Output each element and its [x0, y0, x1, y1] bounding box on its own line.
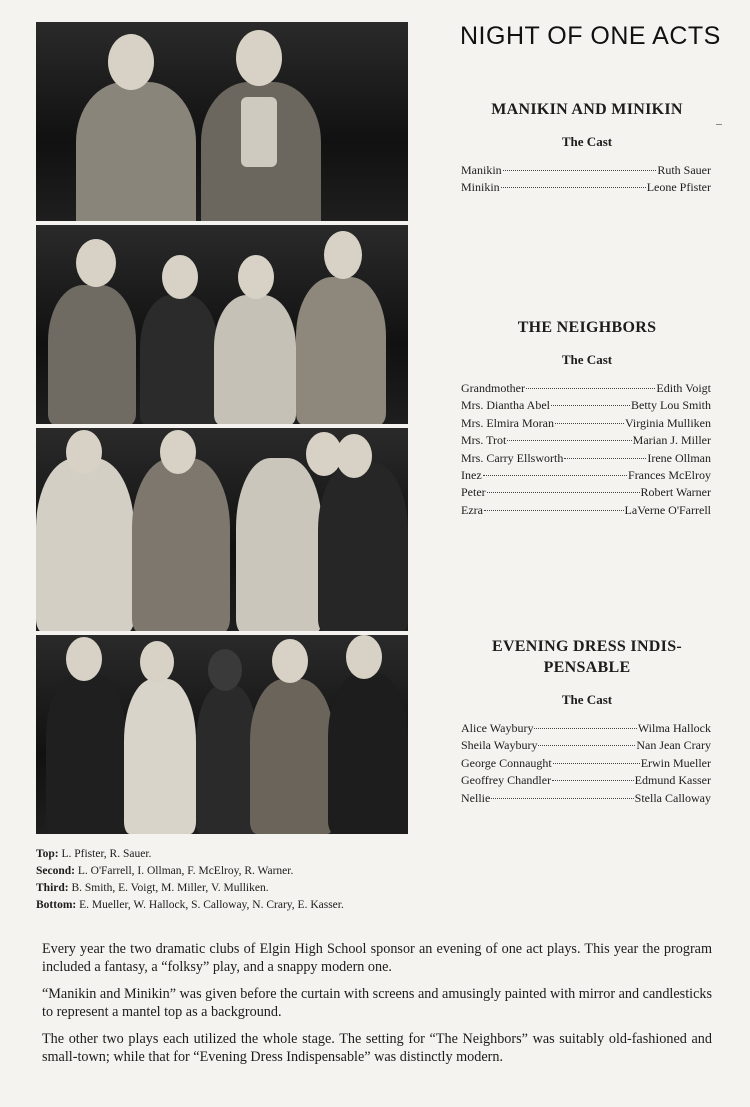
cast-actor: Erwin Mueller	[640, 755, 711, 770]
cast-role: George Connaught	[461, 755, 552, 770]
cast-row	[461, 720, 711, 737]
photo-bottom	[36, 635, 408, 834]
cast-actor: Virginia Mulliken	[624, 415, 711, 430]
leader-dots	[503, 170, 657, 171]
cast-list-evening-dress	[461, 720, 711, 807]
figure-head	[324, 231, 362, 279]
figure	[196, 685, 258, 834]
cast-row	[461, 380, 711, 397]
figure	[76, 82, 196, 221]
cast-row	[461, 450, 711, 467]
figure-head	[336, 434, 372, 478]
photo-captions	[36, 846, 416, 914]
cast-role: Mrs. Elmira Moran	[461, 415, 554, 430]
photo-second	[36, 225, 408, 424]
figure	[214, 295, 296, 424]
figure	[124, 679, 196, 834]
cast-row	[461, 502, 711, 519]
cast-row	[461, 737, 711, 754]
caption-text: E. Mueller, W. Hallock, S. Calloway, N. Crary, E. Kasser.	[79, 899, 344, 911]
caption-text: B. Smith, E. Voigt, M. Miller, V. Mulliken.	[71, 882, 269, 894]
cast-actor: Stella Calloway	[634, 790, 711, 805]
figure-head	[66, 430, 102, 474]
leader-dots	[538, 745, 635, 746]
photo-column	[36, 22, 408, 834]
play-title: MANIKIN AND MINIKIN	[491, 101, 683, 118]
caption-line	[36, 846, 416, 863]
cast-row	[461, 415, 711, 432]
figure-head	[140, 641, 174, 683]
leader-dots	[526, 388, 655, 389]
play-title: THE NEIGHBORS	[517, 319, 657, 336]
cast-row	[461, 467, 711, 484]
photo-top	[36, 22, 408, 221]
cast-role: Ezra	[461, 502, 483, 517]
figure	[140, 295, 218, 424]
cast-actor: Betty Lou Smith	[630, 398, 711, 413]
cast-actor: Robert Warner	[640, 485, 711, 500]
figure-head	[236, 30, 282, 86]
figure	[46, 673, 126, 834]
leader-dots	[564, 458, 646, 459]
figure-head	[272, 639, 308, 683]
cast-actor: Edith Voigt	[656, 381, 711, 395]
figure	[132, 458, 230, 631]
cast-role: Manikin	[461, 163, 502, 177]
cast-role: Sheila Waybury	[461, 738, 538, 753]
page-title: NIGHT OF ONE ACTS	[460, 22, 721, 50]
cast-role: Inez	[461, 468, 482, 483]
play-title-line1: EVENING DRESS INDIS-	[491, 638, 683, 655]
figure-head	[66, 637, 102, 681]
leader-dots	[491, 798, 633, 799]
cast-list-neighbors	[461, 380, 711, 519]
caption-text: L. O'Farrell, I. Ollman, F. McElroy, R. Warner.	[77, 865, 294, 877]
caption-line	[36, 880, 416, 897]
figure-head	[238, 255, 274, 299]
cast-actor: Edmund Kasser	[634, 773, 711, 788]
caption-text: L. Pfister, R. Sauer.	[61, 848, 152, 860]
cast-row	[461, 755, 711, 772]
figure-head	[108, 34, 154, 90]
cast-row	[461, 432, 711, 449]
figure	[250, 679, 334, 834]
cast-actor: Frances McElroy	[628, 468, 711, 483]
cast-actor: Marian J. Miller	[632, 433, 711, 448]
figure-head	[160, 430, 196, 474]
paragraph: Every year the two dramatic clubs of Elgin High School sponsor an evening of one act plays. This year the program included a fantasy, a “folksy” play, and a snappy modern one.	[42, 941, 712, 975]
caption-label: Third:	[36, 882, 69, 894]
cast-row	[461, 484, 711, 501]
leader-dots	[501, 187, 646, 188]
figure-head	[162, 255, 198, 299]
figure	[36, 458, 134, 631]
leader-dots	[534, 728, 636, 729]
cast-role: Geoffrey Chandler	[461, 773, 552, 788]
leader-dots	[507, 440, 631, 441]
caption-line	[36, 897, 416, 914]
cast-actor: Wilma Hallock	[637, 721, 711, 735]
play-manikin-and-minikin	[452, 99, 722, 150]
cast-role: Nellie	[461, 790, 491, 805]
cast-row	[461, 179, 711, 196]
cast-row	[461, 772, 711, 789]
cast-actor: Nan Jean Crary	[636, 738, 711, 753]
caption-label: Top:	[36, 848, 59, 860]
cast-heading: The Cast	[561, 692, 613, 707]
figure	[236, 458, 322, 631]
leader-dots	[487, 492, 640, 493]
play-title-line2: PENSABLE	[543, 659, 631, 676]
figure-head	[208, 649, 242, 691]
cast-role: Mrs. Diantha Abel	[461, 398, 550, 413]
figure	[328, 673, 408, 834]
cast-actor: LaVerne O'Farrell	[624, 502, 711, 517]
caption-line	[36, 863, 416, 880]
figure-head	[346, 635, 382, 679]
play-the-neighbors	[452, 317, 722, 368]
leader-dots	[553, 763, 640, 764]
leader-dots	[551, 405, 630, 406]
leader-dots	[483, 475, 627, 476]
cast-row	[461, 397, 711, 414]
cast-role: Alice Waybury	[461, 721, 534, 735]
cast-role: Peter	[461, 485, 486, 500]
figure-head	[76, 239, 116, 287]
cast-actor: Ruth Sauer	[657, 163, 711, 177]
leader-dots	[555, 423, 624, 424]
figure	[48, 285, 136, 424]
leader-dots	[484, 510, 624, 511]
cast-row	[461, 790, 711, 807]
caption-label: Second:	[36, 865, 75, 877]
figure	[318, 462, 408, 631]
paragraph: The other two plays each utilized the whole stage. The setting for “The Neighbors” was suitably old-fashioned and small-town; while that for “Evening Dress Indispensable” was distinctly modern.	[42, 1031, 712, 1065]
cast-heading: The Cast	[561, 352, 613, 367]
cast-role: Mrs. Trot	[461, 433, 507, 448]
cast-role: Mrs. Carry Ellsworth	[461, 450, 564, 465]
play-evening-dress-indispensable	[452, 636, 722, 708]
cast-role: Grandmother	[461, 381, 525, 395]
cast-heading: The Cast	[561, 134, 613, 149]
caption-label: Bottom:	[36, 899, 77, 911]
cast-role: Minikin	[461, 180, 500, 195]
article-body	[42, 940, 712, 1075]
cast-row	[461, 162, 711, 179]
ruffle	[241, 97, 277, 167]
paragraph: “Manikin and Minikin” was given before the curtain with screens and amusingly painted with mirror and candlesticks to represent a mantel top as a background.	[42, 986, 712, 1020]
cast-actor: Irene Ollman	[647, 450, 711, 465]
figure	[296, 277, 386, 424]
cast-list-manikin	[461, 162, 711, 197]
leader-dots	[552, 780, 634, 781]
cast-actor: Leone Pfister	[646, 180, 711, 195]
photo-third	[36, 428, 408, 631]
